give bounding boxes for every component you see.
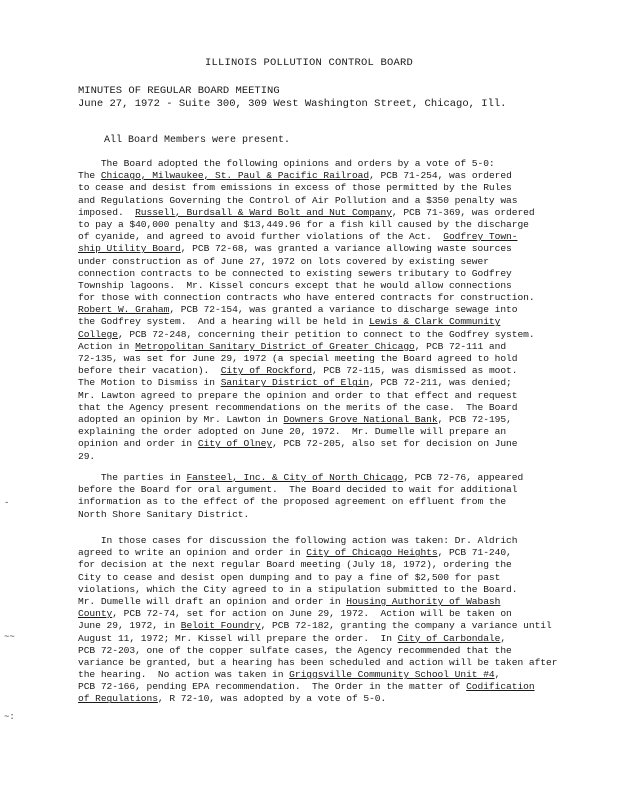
- text-line: [78, 365, 548, 377]
- text-segment: PCB 72-166, pending EPA recommendation. The Order in the matter of: [78, 681, 467, 693]
- text-line: [78, 509, 548, 521]
- text-line: [78, 451, 548, 463]
- text-line: [78, 496, 548, 508]
- text-line: [78, 535, 548, 547]
- case-name: Robert W. Graham: [78, 304, 170, 316]
- text-segment: , PCB 72-111 and: [414, 340, 507, 352]
- text-segment: for those with connection contracts who have entered contracts for construction.: [78, 292, 535, 304]
- text-line: [78, 608, 548, 620]
- case-name: Metropolitan Sanitary District of Greater Chicago: [135, 340, 415, 352]
- text-line: [78, 584, 548, 596]
- case-name: Housing Authority of Wabash: [346, 595, 501, 607]
- text-segment: , PCB 72-182, granting the company a variance until: [260, 620, 552, 632]
- text-line: [78, 645, 548, 657]
- case-name: Griggsville Community School Unit #4: [289, 669, 495, 681]
- text-segment: to pay a $40,000 penalty and $13,449.96 for a fish kill caused by the discharge: [78, 218, 529, 230]
- text-segment: for decision at the next regular Board meeting (July 18, 1972), ordering the: [78, 559, 512, 571]
- text-line: [78, 329, 548, 341]
- text-segment: , PCB 72-74, set for action on June 29, 1972. Action will be taken on: [112, 608, 512, 620]
- text-segment: The Motion to Dismiss in: [78, 377, 221, 389]
- text-line: [78, 195, 548, 207]
- text-segment: The parties in: [78, 472, 187, 483]
- text-segment: , PCB 72-205, also set for decision on June: [272, 438, 518, 450]
- text-line: [78, 231, 548, 243]
- text-line: [78, 681, 548, 693]
- attendance-line: All Board Members were present.: [104, 135, 291, 146]
- text-line: [78, 304, 548, 316]
- text-line: [78, 170, 548, 182]
- meeting-date-location: June 27, 1972 - Suite 300, 309 West Washington Street, Chicago, Ill.: [78, 98, 507, 110]
- text-line: [78, 438, 548, 450]
- text-segment: opinion and order in: [78, 438, 198, 450]
- text-segment: the hearing. No action was taken in: [78, 669, 290, 681]
- case-name: City of Chicago Heights: [306, 547, 438, 559]
- text-segment: , PCB 71-254, was ordered: [369, 170, 512, 182]
- text-segment: imposed.: [78, 206, 136, 218]
- text-line: [78, 256, 548, 268]
- text-segment: before the Board for oral argument. The Board decided to wait for additional: [78, 484, 518, 496]
- text-segment: Action in: [78, 340, 136, 352]
- text-line: [78, 426, 548, 438]
- case-name: Fansteel, Inc. & City of North Chicago: [186, 472, 404, 483]
- text-line: [78, 547, 548, 559]
- discussion-paragraph: [78, 535, 558, 706]
- text-segment: ,: [500, 632, 507, 644]
- text-segment: and Regulations Governing the Control of Air Pollution and a $350 penalty was: [78, 194, 518, 206]
- text-segment: the Godfrey system. And a hearing will be held in: [78, 316, 370, 328]
- text-segment: information as to the effect of the proposed agreement on effluent from the: [78, 496, 507, 508]
- text-line: [78, 292, 548, 304]
- text-line: [78, 484, 548, 496]
- case-name: Downers Grove National Bank: [283, 413, 438, 425]
- text-segment: , PCB 72-68, was granted a variance allowing waste sources: [180, 243, 512, 255]
- text-line: [78, 207, 548, 219]
- case-name: Sanitary District of Elgin: [220, 377, 370, 389]
- case-name: Lewis & Clark Community: [369, 316, 501, 328]
- text-line: [78, 669, 548, 681]
- text-line: [78, 633, 548, 645]
- text-segment: The: [78, 170, 101, 182]
- text-line: [78, 620, 552, 632]
- case-name: College: [78, 328, 118, 340]
- text-segment: adopted an opinion by Mr. Lawton in: [78, 413, 284, 425]
- text-segment: , PCB 72-76, appeared: [403, 472, 524, 483]
- case-name: Codification: [466, 681, 535, 693]
- text-line: [78, 182, 548, 194]
- text-line: [78, 390, 548, 402]
- case-name: City of Carbondale: [397, 632, 501, 644]
- text-segment: PCB 72-203, one of the copper sulfate cases, the Agency recommended that the: [78, 644, 512, 656]
- text-line: [78, 559, 548, 571]
- text-segment: , PCB 72-248, concerning their petition to connect to the Godfrey system.: [117, 328, 535, 340]
- case-name: Beloit Foundry: [180, 620, 261, 632]
- text-line: [78, 219, 548, 231]
- text-segment: June 29, 1972, in: [78, 620, 181, 632]
- opinions-paragraph: [78, 158, 548, 463]
- text-line: [78, 402, 548, 414]
- minutes-title: MINUTES OF REGULAR BOARD MEETING: [78, 85, 280, 97]
- case-name: Russell, Burdsall & Ward Bolt and Nut Company: [135, 206, 392, 218]
- text-segment: under construction as of June 27, 1972 on lots covered by existing sewer: [78, 255, 489, 267]
- text-line: [78, 472, 548, 484]
- text-line: [78, 268, 548, 280]
- text-segment: violations, which the City agreed to in a stipulation submitted to the Board.: [78, 583, 518, 595]
- text-segment: City to cease and desist open dumping and to pay a fine of $2,500 for past: [78, 571, 501, 583]
- text-segment: Mr. Lawton agreed to prepare the opinion and order to that effect and request: [78, 389, 518, 401]
- case-name: Chicago, Milwaukee, St. Paul & Pacific Railroad: [100, 170, 370, 182]
- text-segment: 29.: [78, 450, 96, 462]
- text-line: [78, 280, 548, 292]
- board-title: ILLINOIS POLLUTION CONTROL BOARD: [204, 57, 414, 69]
- text-segment: agreed to write an opinion and order in: [78, 547, 307, 559]
- text-segment: , PCB 72-195,: [437, 413, 512, 425]
- text-segment: Mr. Dumelle will draft an opinion and order in: [78, 595, 347, 607]
- text-line: [78, 353, 548, 365]
- text-line: [78, 316, 548, 328]
- fansteel-paragraph: [78, 472, 548, 521]
- text-line: [78, 414, 548, 426]
- text-segment: to cease and desist from emissions in excess of those permitted by the Rules: [78, 182, 512, 194]
- text-segment: variance be granted, but a hearing has been scheduled and action will be taken after: [78, 656, 558, 668]
- text-segment: August 11, 1972; Mr. Kissel will prepare the order. In: [78, 632, 398, 644]
- text-line: [78, 656, 558, 669]
- text-line: [78, 341, 548, 353]
- text-line: [78, 158, 548, 170]
- text-segment: , PCB 72-211, was denied;: [369, 377, 512, 389]
- margin-mark: ~:: [4, 712, 15, 722]
- text-line: [78, 243, 548, 255]
- text-segment: that the Agency present recommendations on the merits of the case. The Board: [78, 401, 518, 413]
- text-segment: explaining the order adopted on June 20, 1972. Mr. Dumelle will prepare an: [78, 426, 507, 438]
- text-segment: before their vacation).: [78, 365, 221, 377]
- text-line: [78, 572, 548, 584]
- text-line: [78, 377, 548, 389]
- text-segment: The Board adopted the following opinions and orders by a vote of 5-0:: [78, 158, 495, 169]
- text-segment: North Shore Sanitary District.: [78, 508, 250, 520]
- case-name: Godfrey Town-: [443, 231, 518, 243]
- text-line: [78, 693, 548, 705]
- text-segment: , PCB 71-240,: [437, 547, 512, 559]
- case-name: of Regulations: [78, 693, 158, 705]
- text-segment: connection contracts to be connected to existing sewers tributary to Godfrey: [78, 267, 512, 279]
- text-line: [78, 596, 548, 608]
- margin-mark: ~~: [4, 632, 15, 642]
- text-segment: 72-135, was set for June 29, 1972 (a special meeting the Board agreed to hold: [78, 353, 518, 364]
- margin-mark: -: [4, 498, 10, 508]
- text-segment: , R 72-10, was adopted by a vote of 5-0.: [157, 693, 387, 705]
- case-name: County: [78, 608, 113, 620]
- text-segment: of cyanide, and agreed to avoid further violations of the Act.: [78, 231, 444, 243]
- text-segment: In those cases for discussion the following action was taken: Dr. Aldrich: [78, 535, 518, 546]
- case-name: ship Utility Board: [78, 243, 181, 255]
- case-name: City of Olney: [197, 438, 273, 450]
- case-name: City of Rockford: [220, 365, 313, 377]
- text-segment: Township lagoons. Mr. Kissel concurs except that he would allow connections: [78, 279, 512, 291]
- text-segment: , PCB 72-154, was granted a variance to discharge sewage into: [169, 304, 518, 316]
- text-segment: ,: [494, 669, 501, 681]
- text-segment: , PCB 72-115, was dismissed as moot.: [312, 365, 518, 377]
- text-segment: , PCB 71-369, was ordered: [391, 206, 535, 218]
